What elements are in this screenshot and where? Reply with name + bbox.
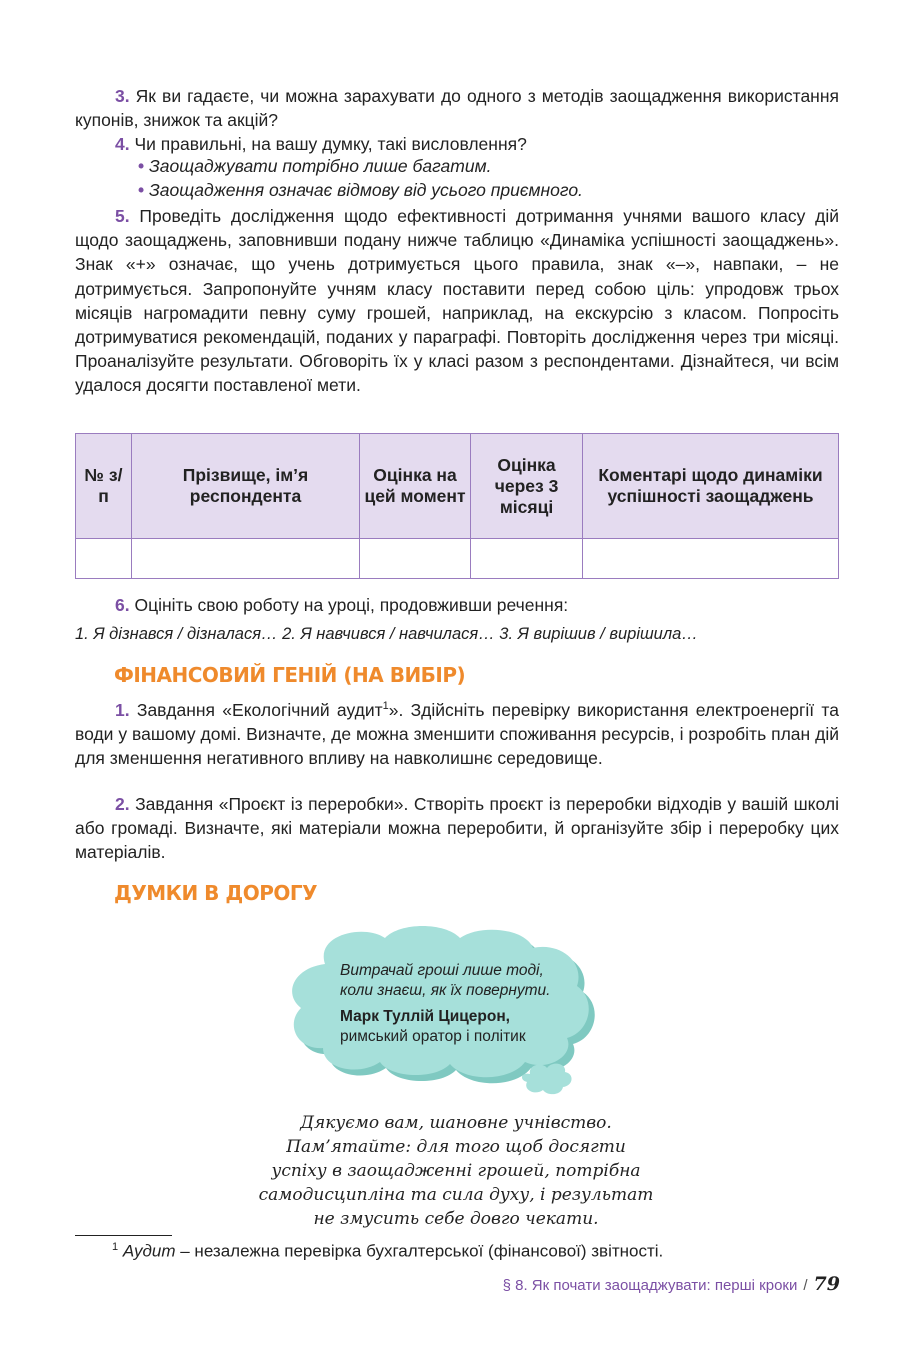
question-6-sentences: 1. Я дізнався / дізналася… 2. Я навчився / навчилася… 3. Я вирішив / вирішила… — [75, 625, 698, 643]
footnote-reference: 1 — [382, 700, 389, 712]
column-header-score-3-months: Оцінка через 3 місяці — [471, 434, 583, 539]
cloud-quote-line-2: коли знаєш, як їх повернути. — [340, 982, 551, 999]
closing-line: не змусить себе довго чекати. — [313, 1209, 599, 1229]
bullet-text: Заощаджувати потрібно лише багатим. — [149, 156, 492, 176]
page-number: 79 — [813, 1273, 840, 1295]
closing-line: самодисципліна та сила духу, і результат — [258, 1185, 654, 1205]
task-2-text: Завдання «Проєкт із переробки». Створіть проєкт із переробки відходів у вашій школі або громаді. Визначте, які матеріали можна переробити, й організуйте збір і переробку цих матеріалів. — [75, 794, 839, 863]
question-4-number: 4. — [115, 134, 130, 154]
question-6-text: Оцініть свою роботу на уроці, продовживши речення: — [134, 595, 569, 615]
column-header-number: № з/п — [76, 434, 132, 539]
task-2 — [75, 792, 839, 865]
footnote-mark: 1 — [112, 1241, 119, 1253]
bullet-item — [138, 180, 583, 201]
question-5-number: 5. — [115, 206, 130, 226]
cloud-quote-line-1: Витрачай гроші лише тоді, — [340, 962, 544, 979]
section-heading-financial-genius: ФІНАНСОВИЙ ГЕНІЙ (НА ВИБІР) — [114, 663, 466, 687]
task-1-text-start: Завдання «Екологічний аудит — [136, 699, 383, 720]
section-heading-thoughts-for-the-road: ДУМКИ В ДОРОГУ — [114, 881, 318, 905]
question-3 — [75, 84, 839, 132]
question-3-number: 3. — [115, 86, 130, 106]
table-cell — [583, 539, 839, 579]
question-6-number: 6. — [115, 595, 130, 615]
question-5-text: Проведіть дослідження щодо ефективності дотримання учнями вашого класу дій щодо заощаджень, заповнивши подану нижче таблицю «Динаміка успішності заощаджень». Знак «+» означає, що учень дотримується цього правила, знак «–», навпаки, – не дотримується. Запропонуйте учням класу поставити перед собою ціль: упродовж трьох місяців нагромадити певну суму грошей, наприклад, на екскурсію з класом. Попросіть дотримуватися рекомендацій, поданих у параграфі. Повторіть дослідження через три місяці. Проаналізуйте результати. Обговоріть їх у класі разом з респондентами. Дізнайтеся, чи всім удалося досягти поставленої мети. — [75, 206, 839, 396]
column-header-name: Прізвище, ім’я респондента — [132, 434, 360, 539]
cloud-quote-author: Марк Туллій Цицерон, — [340, 1008, 510, 1025]
closing-line: Пам’ятайте: для того щоб досягти — [286, 1137, 626, 1157]
column-header-current-score: Оцінка на цей момент — [360, 434, 471, 539]
closing-line: Дякуємо вам, шановне учнівство. — [300, 1113, 612, 1133]
footer-section-title: § 8. Як почати заощаджувати: перші кроки — [502, 1277, 798, 1294]
page-footer — [503, 1273, 840, 1295]
footnote — [112, 1241, 663, 1262]
closing-line: успіху в заощадженні грошей, потрібна — [271, 1161, 641, 1181]
question-4 — [75, 132, 839, 156]
question-6 — [75, 593, 839, 617]
question-4-text: Чи правильні, на вашу думку, такі висловлення? — [134, 134, 527, 154]
table-cell — [76, 539, 132, 579]
task-1-number: 1. — [115, 699, 130, 720]
column-header-comments: Коментарі щодо динаміки успішності заощаджень — [583, 434, 839, 539]
task-2-number: 2. — [115, 794, 130, 814]
table-cell — [360, 539, 471, 579]
bullet-text: Заощадження означає відмову від усього приємного. — [149, 180, 583, 200]
table-cell — [132, 539, 360, 579]
bullet-dot-icon: • — [138, 156, 145, 176]
table-row — [76, 539, 839, 579]
footnote-text: – незалежна перевірка бухгалтерської (фінансової) звітності. — [175, 1241, 664, 1261]
question-5 — [75, 204, 839, 398]
footer-separator: / — [803, 1277, 808, 1294]
task-1 — [75, 694, 839, 770]
savings-dynamics-table — [75, 433, 839, 579]
cloud-quote-author-role: римський оратор і політик — [340, 1028, 526, 1045]
footnote-divider — [75, 1235, 172, 1236]
question-3-text: Як ви гадаєте, чи можна зарахувати до одного з методів заощадження використання купонів, знижок та акцій? — [75, 86, 839, 131]
table-header-row — [76, 434, 839, 539]
bullet-item — [138, 156, 491, 177]
footnote-term: Аудит — [122, 1241, 176, 1261]
table-cell — [471, 539, 583, 579]
task-1-text-end: ». Здійсніть перевірку використання електроенергії та води у вашому домі. Визначте, де можна зменшити споживання ресурсів, і розробіть план дій для зменшення негативного впливу на навколишнє середовище. — [75, 699, 839, 769]
bullet-dot-icon: • — [138, 180, 145, 200]
